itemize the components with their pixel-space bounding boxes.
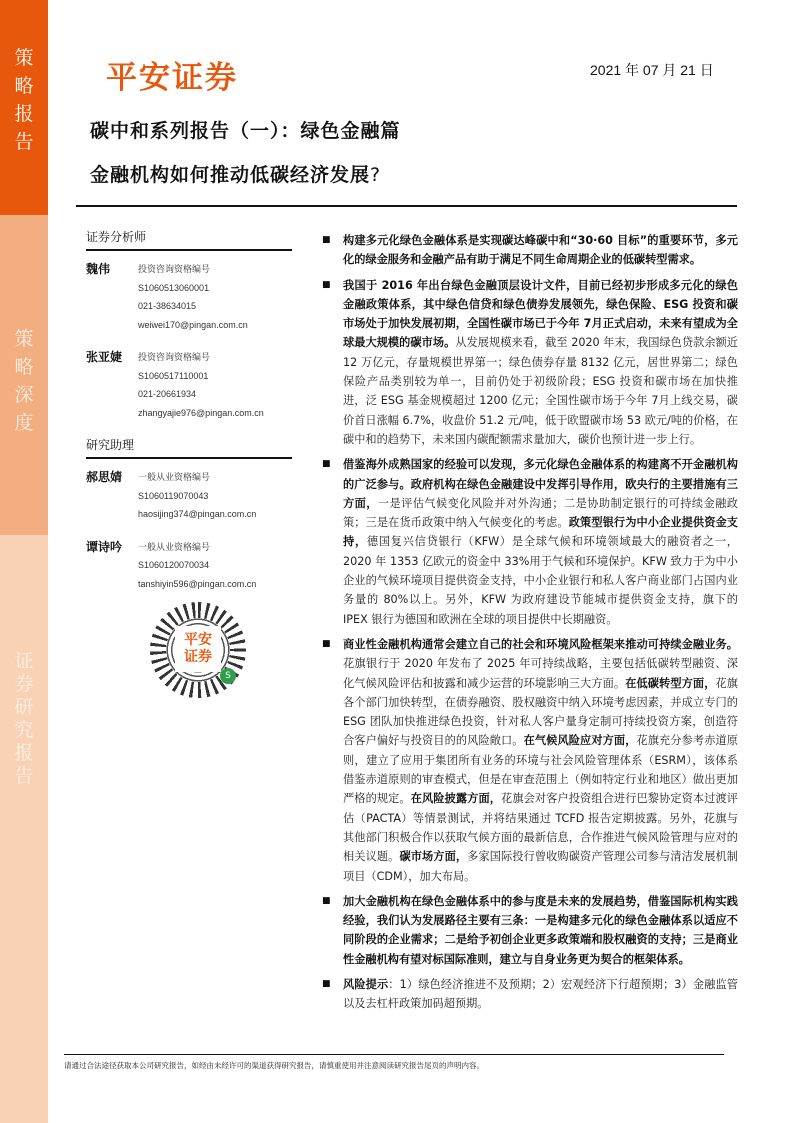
person-email-link[interactable]: tanshiyin596@pingan.com.cn (138, 578, 257, 589)
square-bullet-icon: ■ (322, 459, 331, 470)
bullet-text-bold: 加大金融机构在绿色金融体系中的参与度是未来的发展趋势，借鉴国际机构实践经验，我们认为发展路径主要有三条：一是构建多元化的绿色金融体系以适应不同阶段的企业需求；二是给予初创企业更多政策端和股权融资的支持；三是商业性金融机构有望对标国际准则，建立与自身业务更为契合的框架体系。 (343, 894, 738, 966)
bullet-text-bold: 构建多元化绿色金融体系是实现碳达峰碳中和“30·60 目标”的重要环节，多元化的绿金服务和金融产品有助于满足不同生命周期企业的低碳转型需求。 (343, 234, 738, 267)
bullet-text-regular: 花旗银行于 2020 年发布了 2025 年可持续战略，主要包括低碳转型融资、深化气候风险评估和披露和减少运营的环境影响三大方面。 (343, 657, 738, 690)
person-entry (86, 538, 292, 594)
sidebar-char: 证 (14, 650, 34, 672)
sidebar-char: 略 (14, 356, 34, 378)
bullet-text-bold: 在气候风险应对方面， (523, 734, 637, 748)
person-info-line: S1060120070034 (138, 560, 210, 570)
sidebar-char: 告 (14, 765, 34, 787)
bullet-text-bold: 借鉴海外成熟国家的经验可以发现，多元化绿色金融体系的构建离不开金融机构的广泛参与。政府机构在绿色金融建设中发挥引导作用，欧央行的主要措施有三方面， (343, 458, 738, 510)
sidebar-section-depth (0, 215, 48, 535)
bullet-text (343, 975, 738, 1014)
sidebar-label-strategy-depth (14, 325, 33, 437)
bullet-text-bold: 在风险披露方面， (410, 792, 502, 806)
summary-bullet (322, 276, 738, 450)
analysts-heading: 证券分析师 (86, 228, 292, 251)
bullet-text-bold: 碳市场方面， (399, 850, 468, 864)
person-info-line: 一般从业资格编号 (138, 541, 211, 552)
sidebar-char: 研 (14, 696, 34, 718)
bullet-text-regular: ：1）绿色经济推进不及预期；2）宏观经济下行超预期；3）金融监管以及去杠杆政策加码超预期。 (343, 977, 738, 1011)
header-divider (76, 205, 737, 207)
square-bullet-icon: ■ (322, 638, 331, 649)
person-info-line: S1060517110001 (138, 370, 209, 381)
person-info (138, 348, 264, 422)
person-info (138, 260, 248, 334)
square-bullet-icon: ■ (322, 895, 331, 906)
person-info-line: S1060119070043 (138, 490, 209, 501)
report-series-title: 碳中和系列报告（一）：绿色金融篇 (90, 120, 401, 142)
bullet-text-regular: 一是评估气候变化风险并对外沟通；二是协助制定银行的可持续金融政策；三是在货币政策中纳入气候变化的考虑。 (343, 496, 738, 530)
person-entry (86, 348, 292, 422)
sidebar-char: 告 (14, 131, 34, 153)
bullet-text (343, 635, 738, 886)
mini-program-icon: S (220, 668, 236, 684)
sidebar-char: 深 (14, 384, 34, 406)
person-info-line: 021-20661934 (138, 389, 197, 399)
qr-code[interactable] (150, 602, 246, 698)
person-email-link[interactable]: weiwei170@pingan.com.cn (138, 319, 248, 330)
person-info-line: 投资咨询资格编号 (138, 352, 211, 362)
sidebar-char: 度 (14, 412, 34, 434)
sidebar-char: 券 (14, 673, 34, 695)
person-entry (86, 260, 292, 334)
bullet-text (343, 455, 738, 629)
square-bullet-icon: ■ (322, 279, 331, 290)
sidebar-char: 究 (14, 719, 34, 741)
author-column (86, 228, 292, 607)
sidebar-char: 报 (14, 742, 34, 764)
bullet-text-regular: 多家国际投行曾收购碳资产管理公司参与清洁发展机制项目（CDM），加大布局。 (343, 850, 738, 883)
summary-bullets (322, 231, 738, 1020)
bullet-text-regular: 花旗会对客户投资组合进行巴黎协定资本过渡评估（PACTA）等情景测试，并将结果通过 TCFD 报告定期披露。另外，花旗与其他部门积极合作以获取气候方面的最新信息，合作推进气候风险管理与应对的相关议题。 (343, 792, 738, 864)
sidebar-section-report-type (0, 0, 48, 215)
analysts-list (86, 260, 292, 422)
person-email-link[interactable]: haosijing374@pingan.com.cn (138, 509, 257, 519)
summary-bullet (322, 455, 738, 629)
summary-bullet (322, 975, 738, 1014)
sidebar-char: 略 (14, 75, 34, 97)
person-name: 谭诗吟 (86, 539, 123, 554)
sidebar-char: 报 (14, 103, 34, 125)
person-email-link[interactable]: zhangyajie976@pingan.com.cn (138, 407, 264, 418)
bullet-text-regular: 德国复兴信贷银行（KFW）是全球气候和环境领域最大的融资者之一，2020 年 1353 亿欧元的资金中 33%用于气候和环境保护。KFW 致力于为中小企业的气候环境项目提供资金支持，中小企业银行和私人客户商业部门占国内业务量的 80%以上。另外，KFW 为政府建设节能城市提供资金支持，旗下的 IPEX 银行为德国和欧洲在全球的项目提供中长期融资。 (343, 535, 738, 626)
person-info-line: 021-38634015 (138, 301, 197, 311)
report-date: 2021 年 07 月 21 日 (590, 62, 714, 78)
square-bullet-icon: ■ (322, 235, 331, 245)
sidebar-char: 策 (14, 47, 34, 69)
sidebar-char: 策 (14, 328, 34, 350)
bullet-text (343, 276, 738, 450)
qr-logo (175, 626, 221, 672)
report-title-mark: ? (370, 164, 382, 186)
bullet-text-bold: 在低碳转型方面， (625, 676, 716, 690)
person-info (138, 468, 256, 524)
assistants-list (86, 468, 292, 593)
summary-bullet (322, 892, 738, 969)
summary-bullet (322, 231, 738, 270)
sidebar-label-strategy-report (14, 44, 33, 156)
qr-logo-line2: 证券 (184, 649, 212, 665)
person-name: 郝思婧 (86, 470, 123, 484)
bullet-text-bold: 风险提示 (343, 977, 389, 991)
person-entry (86, 468, 292, 524)
person-info-line: 一般从业资格编号 (138, 472, 211, 482)
bullet-text-regular: 花旗充分参考赤道原则，建立了应用于集团所有业务的环境与社会风险管理体系（ESRM），该体系借鉴赤道原则的审查模式，但是在审查范围上（例如特定行业和地区）做出更加严格的规定。 (343, 734, 738, 806)
person-info-line: 投资咨询资格编号 (138, 264, 211, 274)
footer-disclaimer: 请通过合法途径获取本公司研究报告，如经由未经许可的渠道获得研究报告，请慎重使用并注意阅读研究报告尾页的声明内容。 (64, 1061, 484, 1070)
report-title-text: 金融机构如何推动低碳经济发展 (90, 164, 371, 186)
bullet-text-bold: 我国于 2016 年出台绿色金融顶层设计文件，目前已经初步形成多元化的绿色金融政策体系，其中绿色信贷和绿色债券发展领先，绿色保险、ESG 投资和碳市场处于加快发展初期，全国性碳市场已于今年 7月正式启动，未来有望成为全球最大规模的碳市场。 (343, 278, 738, 350)
sidebar-section-research (0, 535, 48, 1123)
report-title (90, 160, 381, 187)
sidebar (0, 0, 48, 1123)
qr-logo-line1: 平安 (184, 632, 212, 648)
bullet-text-bold: 政策型银行为中小企业提供资金支持， (343, 516, 738, 549)
bullet-text (343, 892, 738, 969)
person-info (138, 538, 256, 594)
person-name: 张亚婕 (86, 350, 123, 364)
bullet-text-bold: 商业性金融机构通常会建立自己的社会和环境风险框架来推动可持续金融业务。 (343, 637, 738, 651)
assistants-heading: 研究助理 (86, 436, 292, 459)
company-logo: 平安证券 (106, 60, 238, 96)
sidebar-label-securities-research (14, 650, 33, 788)
summary-bullet (322, 635, 738, 886)
bullet-text-regular: 从发展规模来看，截至 2020 年末，我国绿色贷款余额近 12 万亿元，存量规模世界第一；绿色债券存量 8132 亿元，居世界第二；绿色保险产品类别较为单一，目前仍处于初级阶段；ESG 投资和碳市场在加快推进，泛 ESG 基金规模超过 1200 亿元；全国性碳市场于今年 7月上线交易，碳价首日涨幅 6.7%，收盘价 51.2 元/吨，低于欧盟碳市场 53 欧元/吨的价格，在碳中和的趋势下，未来国内碳配额需求量加大，碳价也预计进一步上行。 (343, 336, 738, 446)
person-info-line: S1060513060001 (138, 282, 210, 293)
square-bullet-icon: ■ (322, 978, 331, 989)
bullet-text (343, 231, 738, 270)
person-name: 魏伟 (86, 262, 111, 276)
footer-divider (64, 1054, 724, 1055)
bullet-text-regular: 花旗各个部门加快转型，在债券融资、股权融资中纳入环境考虑因素，并成立专门的 ESG 团队加快推进绿色投资，针对私人客户量身定制可持续投资方案，创造符合客户偏好与投资目的的风险敞口。 (343, 676, 738, 748)
